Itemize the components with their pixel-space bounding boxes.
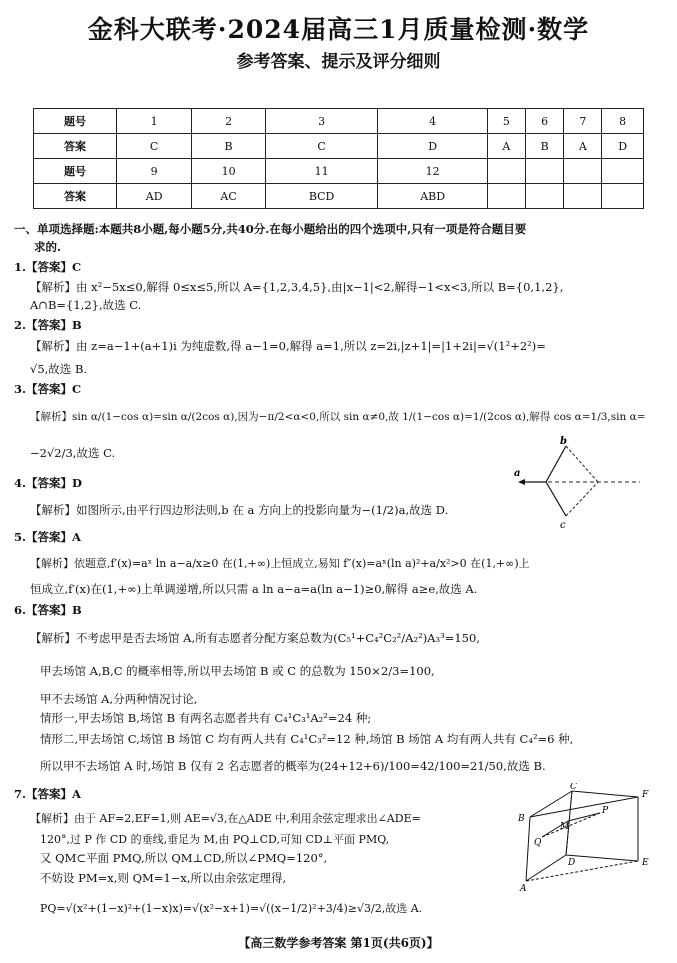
- table-cell: C: [117, 134, 192, 159]
- table-cell: 9: [117, 159, 192, 184]
- fig-label-a: a: [514, 468, 521, 479]
- q3-solution-cont: −2√2/3,故选 C.: [30, 446, 116, 460]
- table-cell: 7: [564, 109, 602, 134]
- q7-solution: 【解析】由于 AF=2,EF=1,则 AE=√3,在△ADE 中,利用余弦定理求出∠ADE=: [30, 812, 421, 825]
- fig-label-c: c: [560, 520, 566, 531]
- table-header-cell: 答案: [34, 184, 117, 209]
- fig-label-m: M: [560, 822, 570, 832]
- table-cell: B: [525, 134, 564, 159]
- q6-solution-l6: 所以甲不去场馆 A 时,场馆 B 仅有 2 名志愿者的概率为(24+12+6)/100=42/100=21/50,故选 B.: [40, 759, 546, 773]
- table-cell: [564, 159, 602, 184]
- q5-solution: 【解析】依题意,f′(x)=aˣ ln a−a/x≥0 在(1,+∞)上恒成立,易知 f″(x)=aˣ(ln a)²+a/x²>0 在(1,+∞)上: [30, 557, 530, 570]
- fig-label-a: A: [520, 884, 527, 893]
- table-cell: D: [602, 134, 644, 159]
- fig-label-p: P: [602, 806, 609, 816]
- q2-solution-cont: √5,故选 B.: [30, 362, 88, 376]
- q6-answer: 6.【答案】B: [14, 603, 82, 617]
- q6-solution-l4: 情形一,甲去场馆 B,场馆 B 有两名志愿者共有 C₄¹C₃¹A₂²=24 种;: [40, 711, 372, 725]
- q2-solution: 【解析】由 z=a−1+(a+1)i 为纯虚数,得 a−1=0,解得 a=1,所以 z=2i,|z+1|=|1+2i|=√(1²+2²)=: [30, 339, 546, 353]
- table-cell: 12: [378, 159, 488, 184]
- table-cell: C: [265, 134, 377, 159]
- table-cell: 4: [378, 109, 488, 134]
- table-header-cell: 题号: [34, 159, 117, 184]
- table-cell: [525, 184, 564, 209]
- q6-solution-l2: 甲去场馆 A,B,C 的概率相等,所以甲去场馆 B 或 C 的总数为 150×2/3=100,: [40, 664, 435, 678]
- section-heading: 一、单项选择题:本题共8小题,每小题5分,共40分.在每小题给出的四个选项中,只有一项是符合题目要: [14, 222, 527, 236]
- table-cell: [564, 184, 602, 209]
- table-row: [34, 184, 644, 209]
- fig-label-c: C: [570, 783, 577, 792]
- table-cell: BCD: [265, 184, 377, 209]
- q6-solution: 【解析】不考虑甲是否去场馆 A,所有志愿者分配方案总数为(C₅¹+C₄²C₂²/A₂²)A₃³=150,: [30, 631, 480, 645]
- table-cell: AD: [117, 184, 192, 209]
- q6-solution-l5: 情形二,甲去场馆 C,场馆 B 场馆 C 均有两人共有 C₄¹C₃²=12 种,场馆 B 场馆 A 均有两人共有 C₄²=6 种,: [40, 732, 574, 746]
- table-cell: [487, 159, 525, 184]
- q7-answer: 7.【答案】A: [14, 787, 81, 801]
- table-cell: 6: [525, 109, 564, 134]
- q4-solution: 【解析】如图所示,由平行四边形法则,b 在 a 方向上的投影向量为−(1/2)a,故选 D.: [30, 503, 449, 517]
- page-footer: 【高三数学参考答案 第1页(共6页)】: [238, 936, 439, 950]
- q7-solution-l3: 又 QM⊂平面 PMQ,所以 QM⊥CD,所以∠PMQ=120°,: [40, 851, 328, 865]
- table-cell: 3: [265, 109, 377, 134]
- fig-label-e: E: [642, 858, 649, 868]
- q5-answer: 5.【答案】A: [14, 530, 81, 544]
- table-cell: [525, 159, 564, 184]
- table-cell: A: [487, 134, 525, 159]
- q7-solution-l2: 120°,过 P 作 CD 的垂线,垂足为 M,由 PQ⊥CD,可知 CD⊥平面 PMQ,: [40, 833, 390, 846]
- table-header-cell: 题号: [34, 109, 117, 134]
- table-cell: 8: [602, 109, 644, 134]
- table-row: [34, 134, 644, 159]
- q6-solution-l3: 甲不去场馆 A,分两种情况讨论,: [40, 692, 198, 706]
- fig-label-q: Q: [534, 838, 542, 848]
- table-row: [34, 159, 644, 184]
- table-cell: [602, 184, 644, 209]
- q3-solution: 【解析】sin α/(1−cos α)=sin α/(2cos α),因为−π/2<α<0,所以 sin α≠0,故 1/(1−cos α)=1/(2cos α),解得 cos α=1/3,sin α=: [30, 411, 646, 423]
- prism-diagram: [512, 783, 660, 893]
- table-cell: ABD: [378, 184, 488, 209]
- table-cell: 10: [192, 159, 266, 184]
- page-subtitle: 参考答案、提示及评分细则: [236, 52, 441, 72]
- q7-solution-l4: 不妨设 PM=x,则 QM=1−x,所以由余弦定理得,: [40, 871, 287, 885]
- fig-label-b: b: [560, 436, 567, 447]
- vector-diagram: [510, 436, 650, 532]
- table-cell: D: [378, 134, 488, 159]
- q7-solution-l5: PQ=√(x²+(1−x)²+(1−x)x)=√(x²−x+1)=√((x−1/2)²+3/4)≥√3/2,故选 A.: [40, 902, 423, 915]
- table-cell: 5: [487, 109, 525, 134]
- q4-answer: 4.【答案】D: [14, 476, 82, 490]
- table-cell: 2: [192, 109, 266, 134]
- table-cell: [487, 184, 525, 209]
- page-title: 金科大联考·2024届高三1月质量检测·数学: [87, 15, 590, 44]
- table-cell: 1: [117, 109, 192, 134]
- table-cell: [602, 159, 644, 184]
- fig-label-f: F: [642, 790, 649, 800]
- table-cell: A: [564, 134, 602, 159]
- q1-answer: 1.【答案】C: [14, 260, 82, 274]
- table-cell: B: [192, 134, 266, 159]
- q2-answer: 2.【答案】B: [14, 318, 82, 332]
- section-heading-cont: 求的.: [34, 240, 62, 254]
- q5-solution-cont: 恒成立,f′(x)在(1,+∞)上单调递增,所以只需 a ln a−a=a(ln a−1)≥0,解得 a≥e,故选 A.: [30, 582, 478, 596]
- table-header-cell: 答案: [34, 134, 117, 159]
- q1-solution: 【解析】由 x²−5x≤0,解得 0≤x≤5,所以 A={1,2,3,4,5},由|x−1|<2,解得−1<x<3,所以 B={0,1,2},: [30, 280, 564, 294]
- fig-label-d: D: [568, 858, 576, 868]
- q3-answer: 3.【答案】C: [14, 382, 82, 396]
- table-row: [34, 109, 644, 134]
- answer-table: [33, 108, 644, 209]
- fig-label-b: B: [518, 814, 525, 824]
- q1-solution-cont: A∩B={1,2},故选 C.: [30, 298, 142, 312]
- table-cell: 11: [265, 159, 377, 184]
- table-cell: AC: [192, 184, 266, 209]
